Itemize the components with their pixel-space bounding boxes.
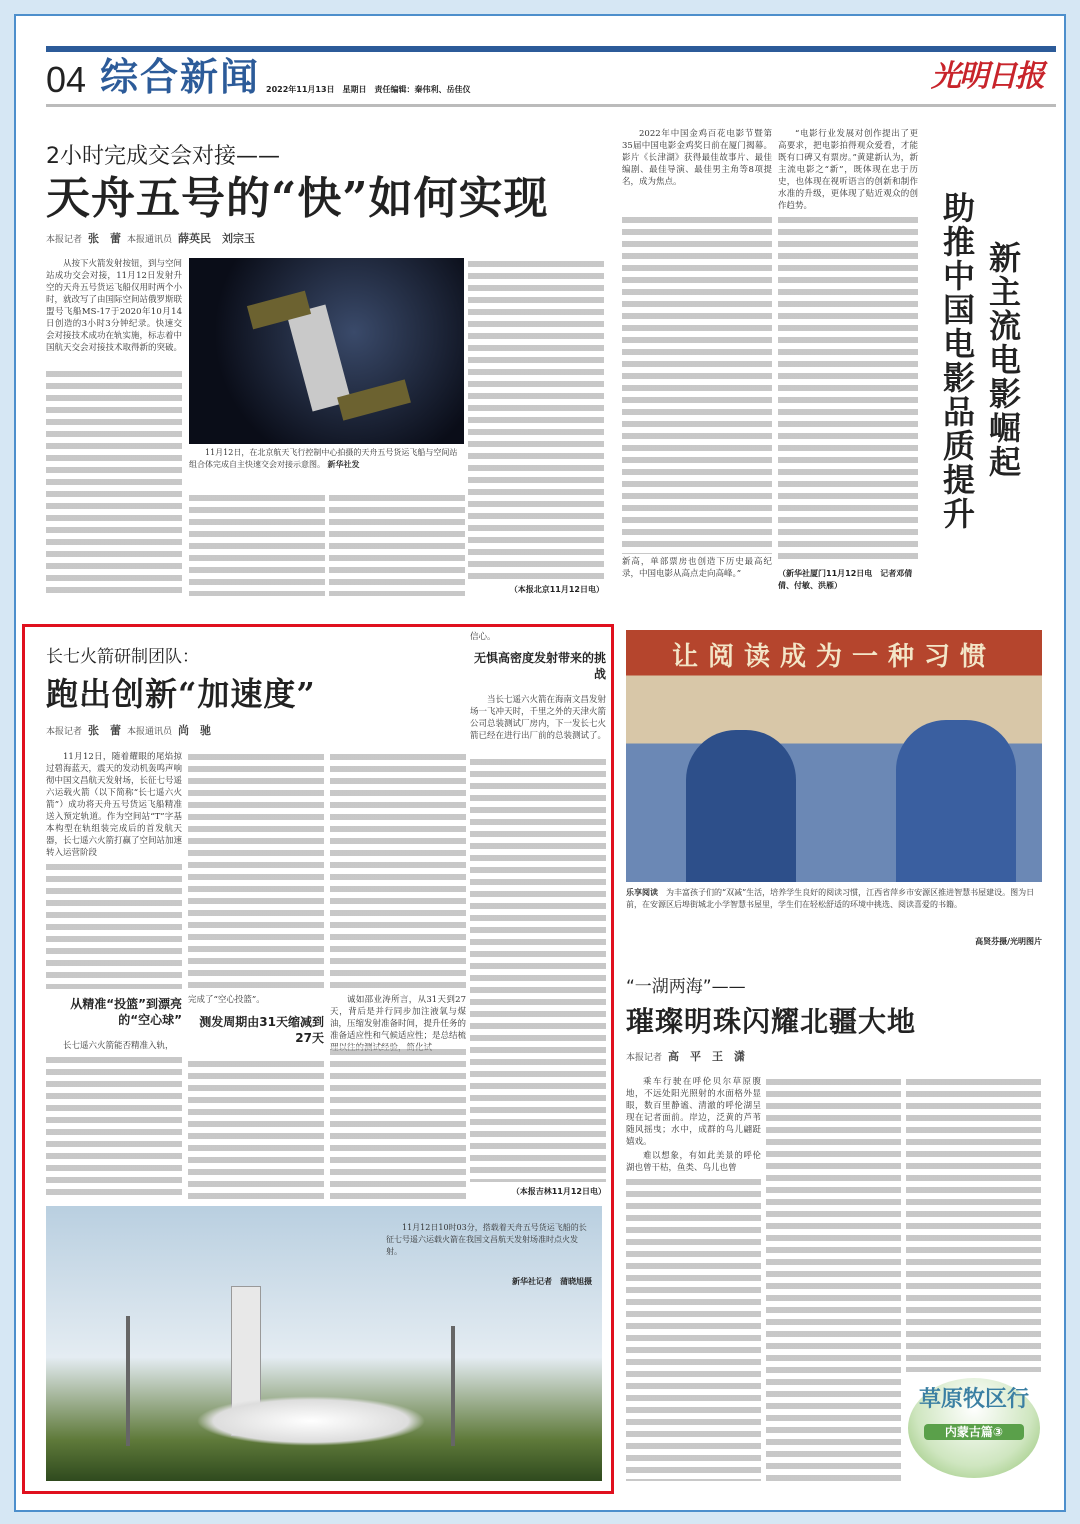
top-bar — [46, 46, 1056, 52]
film-headline-secondary: 助推中国电影品质提升 — [938, 191, 976, 531]
lake-lead: 乘车行驶在呼伦贝尔草原腹地，不远处阳光照射的水面格外显眼，数百里静谧、清澈的呼伦湖呈现在记者面前。岸边，泛黄的芦苇随风摇曳；水中，成群的鸟儿翩跹嬉戏。 — [626, 1077, 761, 1147]
exhaust-cloud — [196, 1396, 426, 1446]
byline-label: 本报记者 — [46, 727, 83, 737]
tianzhou-kicker: 2小时完成交会对接—— — [46, 144, 280, 169]
rocket-subhead-3: 无惧高密度发射带来的挑战 — [473, 651, 606, 681]
body-text: 长七遥六火箭能否精准入轨， — [63, 1041, 174, 1051]
dateline-end: （本报北京11月12日电） — [509, 585, 604, 594]
lightning-tower — [451, 1326, 455, 1446]
body-text: 诚如邵业涛所言，从31天到27天，背后是并行同步加注液氧与煤油，压缩发射准备时间，提升任务的准备适应性和气候适应性；是总结梳 — [330, 995, 467, 1041]
section-title: 综合新闻 — [100, 54, 261, 99]
rocket-byline — [46, 724, 217, 739]
byline-name: 高 平 王 潇 — [668, 1050, 746, 1063]
tianzhou-caption — [189, 447, 464, 471]
rocket-headline: 跑出创新“加速度” — [46, 675, 316, 713]
lightning-tower — [126, 1316, 130, 1446]
lake-byline — [626, 1050, 751, 1065]
body-text — [188, 1058, 324, 1200]
byline-label: 本报记者 — [46, 235, 83, 245]
body-text — [626, 1176, 761, 1481]
tianzhou-headline: 天舟五号的“快”如何实现 — [46, 173, 549, 224]
banner-text: 让阅读成为一种习惯 — [671, 642, 996, 672]
rocket-subhead-2: 测发周期由31天缩减到27天 — [199, 1015, 324, 1045]
reading-caption — [626, 886, 1042, 911]
dateline-end: （本报吉林11月12日电） — [511, 1187, 606, 1196]
header-rule — [46, 104, 1056, 107]
newspaper-page — [14, 14, 1066, 1512]
series-badge — [908, 1378, 1040, 1478]
body-text — [330, 1046, 466, 1200]
body-text: 信心。 — [470, 632, 496, 642]
byline-name: 张 蕾 — [88, 724, 122, 737]
lake-kicker: “一湖两海”—— — [626, 977, 746, 997]
badge-title: 草原牧区行 — [918, 1387, 1029, 1412]
tianzhou-byline — [46, 232, 261, 247]
body-text — [906, 1076, 1041, 1372]
film-ending: 新高，单部票房也创造下历史最高纪录，中国电影从高点走向高峰。” — [622, 557, 772, 579]
byline-label: 本报通讯员 — [127, 727, 173, 737]
tianzhou-lead: 从按下火箭发射按钮，到与空间站成功交会对接，11月12日发射升空的天舟五号货运飞船仅用时两个小时，就改写了由国际空间站俄罗斯联盟号飞船MS-17于2020年10月14日创造的3小时3分钟纪录。快速交会对接技术成功在轨实施，标志着中国航天交会对接技术取得新的突破。 — [46, 259, 183, 353]
body-text — [622, 214, 772, 554]
body-text — [189, 492, 325, 596]
body-text — [46, 1054, 182, 1200]
reading-photo — [626, 630, 1042, 882]
body-text — [468, 258, 604, 580]
byline-label: 本报记者 — [626, 1053, 663, 1063]
body-text — [778, 214, 918, 564]
byline-name: 薛英民 刘宗玉 — [178, 232, 256, 245]
body-text — [330, 751, 466, 991]
body-text: 难以想象，有如此美景的呼伦湖也曾干枯，鱼类、鸟儿也曾 — [626, 1151, 761, 1173]
badge-subtitle: 内蒙古篇③ — [924, 1424, 1024, 1440]
body-text — [188, 751, 324, 991]
rocket-kicker: 长七火箭研制团队： — [46, 647, 199, 667]
caption-text: 11月12日，在北京航天飞行控制中心拍摄的天舟五号货运飞船与空间站组合体完成自主快速交会对接示意图。 — [189, 448, 458, 469]
newspaper-logo: 光明日报 — [931, 59, 1043, 94]
child-figure — [896, 720, 1016, 882]
photo-credit: 新华社记者 蒲晓旭摄 — [512, 1277, 592, 1286]
tianzhou-image — [189, 258, 464, 444]
dateline: 2022年11月13日 星期日 责任编辑：秦伟利、岳佳仪 — [266, 85, 471, 94]
dateline-end: （新华社厦门11月12日电 记者邓倩倩、付敏、洪雁） — [778, 569, 913, 590]
caption-title: 乐享阅读 — [626, 887, 658, 897]
rocket-launch-image — [46, 1206, 602, 1481]
body-text: 完成了“空心投篮”。 — [188, 995, 265, 1005]
caption-text: 为丰富孩子们的“双减”生活，培养学生良好的阅读习惯，江西省萍乡市安源区推进智慧书屋建设。图为日前，在安源区后埠街城北小学智慧书屋里，学生们在轻松舒适的环境中挑选、阅读喜爱的书籍。 — [626, 888, 1035, 909]
film-headline-main: 新主流电影崛起 — [984, 241, 1022, 479]
film-quote: “电影行业发展对创作提出了更高要求，把电影拍得观众爱看，才能既有口碑又有票房。”黄建新认为，新主流电影之“新”，既体现在忠于历史，也体现在视听语言的创新和制作水准的升级，更体现了贴近观众的创作趋势。 — [778, 129, 918, 211]
body-text: 当长七遥六火箭在海南文昌发射场一飞冲天时，千里之外的天津火箭公司总装测试厂房内，下一发长七火箭已经在进行出厂前的总装测试了。 — [470, 695, 607, 741]
page-number: 04 — [46, 59, 87, 100]
byline-label: 本报通讯员 — [127, 235, 173, 245]
solar-panel — [337, 379, 411, 420]
byline-name: 尚 驰 — [178, 724, 212, 737]
rocket-subhead-1: 从精准“投篮”到漂亮的“空心球” — [70, 997, 182, 1027]
body-text — [766, 1076, 901, 1481]
film-lead: 2022年中国金鸡百花电影节暨第35届中国电影金鸡奖日前在厦门揭幕。影片《长津湖》获得最佳故事片、最佳编剧、最佳导演、最佳男主角等8项提名，成为焦点。 — [622, 129, 772, 187]
photo-credit: 高贤芬摄/光明图片 — [975, 937, 1042, 946]
child-figure — [686, 730, 796, 882]
byline-name: 张 蕾 — [88, 232, 122, 245]
rocket-lead: 11月12日，随着耀眼的尾焰掠过碧海蓝天，震天的发动机轰鸣声响彻中国文昌航天发射场，长征七号遥六运载火箭（以下简称“长七遥六火箭”）成功将天舟五号货运飞船精准送入预定轨道。作为空间站“T”字基本构型在轨组装完成后的首发航天器，长七遥六火箭打赢了空间站加速转入运营阶段 — [46, 752, 183, 858]
body-text — [329, 492, 465, 596]
body-text — [46, 368, 182, 596]
lake-headline: 璀璨明珠闪耀北疆大地 — [626, 1005, 917, 1038]
body-text — [470, 756, 606, 1182]
photo-credit: 新华社发 — [327, 460, 360, 469]
body-text — [46, 861, 182, 989]
rocket-caption: 11月12日10时03分，搭载着天舟五号货运飞船的长征七号遥六运载火箭在我国文昌航天发射场准时点火发射。 — [386, 1223, 587, 1256]
